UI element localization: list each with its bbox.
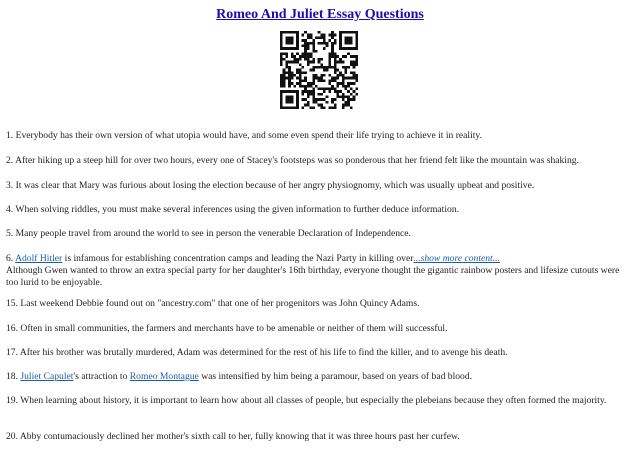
item-text-continued: Although Gwen wanted to throw an extra special party for her daughter's 16th birthday, everyone thought the gigantic rainbow posters and lifesize cutouts were too lurid to be enjoyable. <box>6 265 620 288</box>
list-item: 2. After hiking up a steep hill for over two hours, every one of Stacey's footsteps was so ponderous that her friend felt like the mountain was shaking. <box>6 155 579 166</box>
list-item: 3. It was clear that Mary was furious about losing the election because of her angry physiognomy, which was usually upbeat and positive. <box>6 180 535 191</box>
qr-code-icon <box>280 31 358 109</box>
list-item: 19. When learning about history, it is important to learn how about all classes of people, but especially the plebeians because they often formed the majority. <box>6 395 607 406</box>
list-item: 16. Often in small communities, the farmers and merchants have to be amenable or neither of them will successful. <box>6 323 448 334</box>
list-item: 5. Many people travel from around the world to see in person the venerable Declaration of Independence. <box>6 228 411 239</box>
show-more-link[interactable]: ...show more content... <box>413 253 500 264</box>
item-number: 6. <box>6 253 16 264</box>
list-item <box>6 371 628 383</box>
adolf-hitler-link[interactable]: Adolf Hitler <box>15 253 63 264</box>
list-item: 20. Abby contumaciously declined her mother's sixth call to her, fully knowing that it was three hours past her curfew. <box>6 431 460 442</box>
list-item: 15. Last weekend Debbie found out on "ancestry.com" that one of her progenitors was John Quincy Adams. <box>6 298 420 309</box>
romeo-montague-link[interactable]: Romeo Montague <box>129 371 199 382</box>
list-item: 4. When solving riddles, you must make several inferences using the given information to further deduce information. <box>6 204 460 215</box>
juliet-capulet-link[interactable]: Juliet Capulet <box>20 371 74 382</box>
item-text: was intensified by him being a paramour, based on years of bad blood. <box>198 371 473 382</box>
page-title[interactable]: Romeo And Juliet Essay Questions <box>216 7 424 22</box>
item-text: 's attraction to <box>73 371 130 382</box>
list-item: 17. After his brother was brutally murdered, Adam was determined for the rest of his life to find the killer, and to avenge his death. <box>6 347 508 358</box>
list-item <box>6 253 628 289</box>
list-item: 1. Everybody has their own version of what utopia would have, and some even spend their life trying to achieve it in reality. <box>6 130 483 141</box>
item-number: 18. <box>6 371 21 382</box>
item-text: is infamous for establishing concentration camps and leading the Nazi Party in killing over <box>62 253 414 264</box>
